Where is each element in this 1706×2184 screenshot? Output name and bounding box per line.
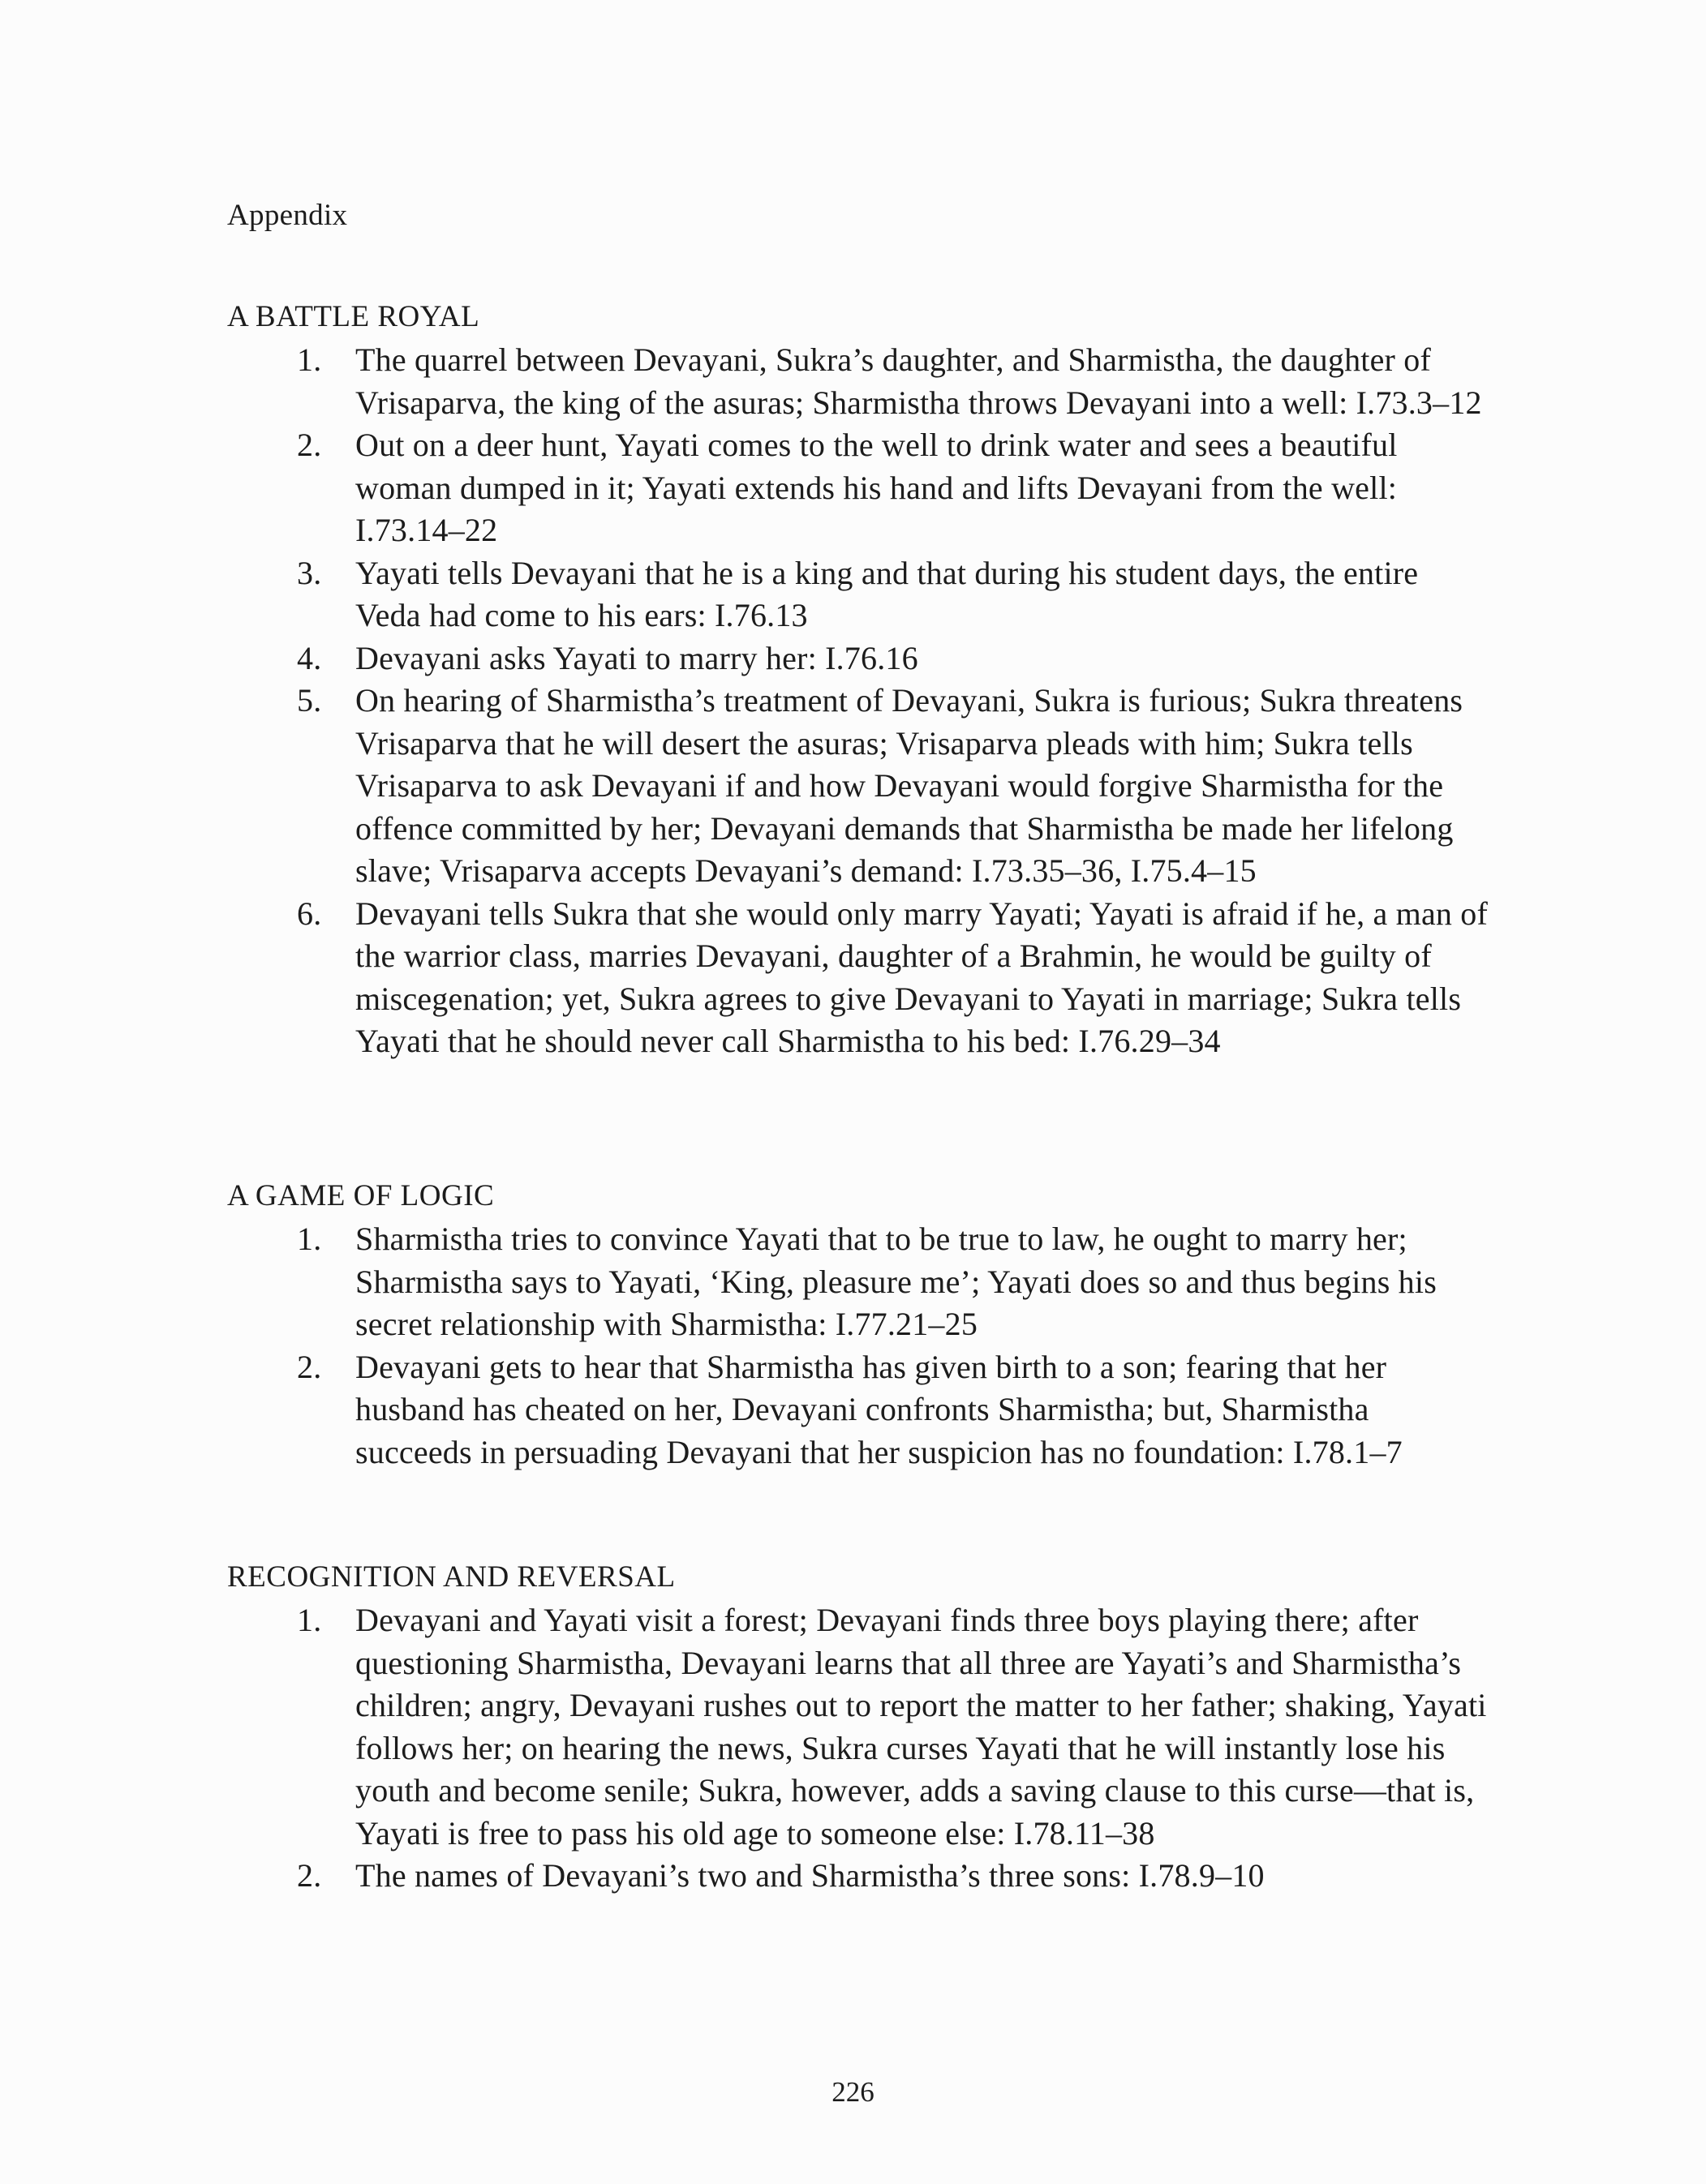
- page-number: 226: [832, 2076, 874, 2108]
- item-text: Out on a deer hunt, Yayati comes to the well to drink water and sees a beautiful woman dumped in it; Yayati extends his hand and lifts Devayani from the well: I.73.14–22: [355, 427, 1398, 548]
- item-text: Devayani and Yayati visit a forest; Devayani finds three boys playing there; after questioning Sharmistha, Devayani learns that all three are Yayati’s and Sharmistha’s children; angry, Devayani rushes out to report the matter to her father; shaking, Yayati follows her; on hearing the news, Sukra curses Yayati that he will instantly lose his youth and become senile; Sukra, however, adds a saving clause to this curse—that is, Yayati is free to pass his old age to someone else: I.78.11–38: [355, 1602, 1487, 1851]
- item-text: Yayati tells Devayani that he is a king and that during his student days, the entire Veda had come to his ears: I.76.13: [355, 554, 1419, 633]
- section-heading: RECOGNITION AND REVERSAL: [227, 1560, 676, 1594]
- item-text: On hearing of Sharmistha’s treatment of Devayani, Sukra is furious; Sukra threatens Vrisaparva that he will desert the asuras; Vrisaparva pleads with him; Sukra tells Vrisaparva to ask Devayani if and how Devayani would forgive Sharmistha for the offence committed by her; Devayani demands that Sharmistha be made her lifelong slave; Vrisaparva accepts Devayani’s demand: I.73.35–36, I.75.4–15: [355, 682, 1463, 889]
- item-number: 1.: [297, 1221, 322, 1257]
- list-item: [0, 339, 1491, 424]
- item-text: Sharmistha tries to convince Yayati that to be true to law, he ought to marry her; Sharmistha says to Yayati, ‘King, pleasure me’; Yayati does so and thus begins his secret relationship with Sharmistha: I.77.21–25: [355, 1221, 1437, 1342]
- item-text: Devayani gets to hear that Sharmistha has given birth to a son; fearing that her husband has cheated on her, Devayani confronts Sharmistha; but, Sharmistha succeeds in persuading Devayani that her suspicion has no foundation: I.78.1–7: [355, 1348, 1403, 1470]
- section-item-list: [0, 1218, 1706, 1474]
- item-text: The quarrel between Devayani, Sukra’s daughter, and Sharmistha, the daughter of Vrisaparva, the king of the asuras; Sharmistha throws Devayani into a well: I.73.3–12: [355, 341, 1482, 421]
- list-item: [0, 1599, 1491, 1855]
- section-item-list: [0, 339, 1706, 1063]
- section-heading: A GAME OF LOGIC: [227, 1179, 495, 1212]
- list-item: [0, 637, 1491, 680]
- item-number: 2.: [297, 427, 322, 463]
- item-text: Devayani asks Yayati to marry her: I.76.16: [355, 639, 918, 676]
- section-item-list: [0, 1599, 1706, 1898]
- item-number: 3.: [297, 554, 322, 591]
- item-number: 4.: [297, 639, 322, 676]
- list-item: [0, 1855, 1491, 1898]
- item-text: The names of Devayani’s two and Sharmistha’s three sons: I.78.9–10: [355, 1857, 1265, 1894]
- list-item: [0, 893, 1491, 1063]
- list-item: [0, 552, 1491, 637]
- item-number: 2.: [297, 1348, 322, 1385]
- list-item: [0, 1346, 1491, 1474]
- item-number: 6.: [297, 895, 322, 932]
- item-text: Devayani tells Sukra that she would only marry Yayati; Yayati is afraid if he, a man of the warrior class, marries Devayani, daughter of a Brahmin, he would be guilty of miscegenation; yet, Sukra agrees to give Devayani to Yayati in marriage; Sukra tells Yayati that he should never call Sharmistha to his bed: I.76.29–34: [355, 895, 1489, 1059]
- item-number: 1.: [297, 341, 322, 378]
- item-number: 5.: [297, 682, 322, 719]
- list-item: [0, 1218, 1491, 1346]
- list-item: [0, 424, 1491, 552]
- running-head: Appendix: [227, 199, 348, 232]
- section-heading: A BATTLE ROYAL: [227, 300, 480, 333]
- item-number: 1.: [297, 1602, 322, 1638]
- item-number: 2.: [297, 1857, 322, 1894]
- list-item: [0, 680, 1491, 893]
